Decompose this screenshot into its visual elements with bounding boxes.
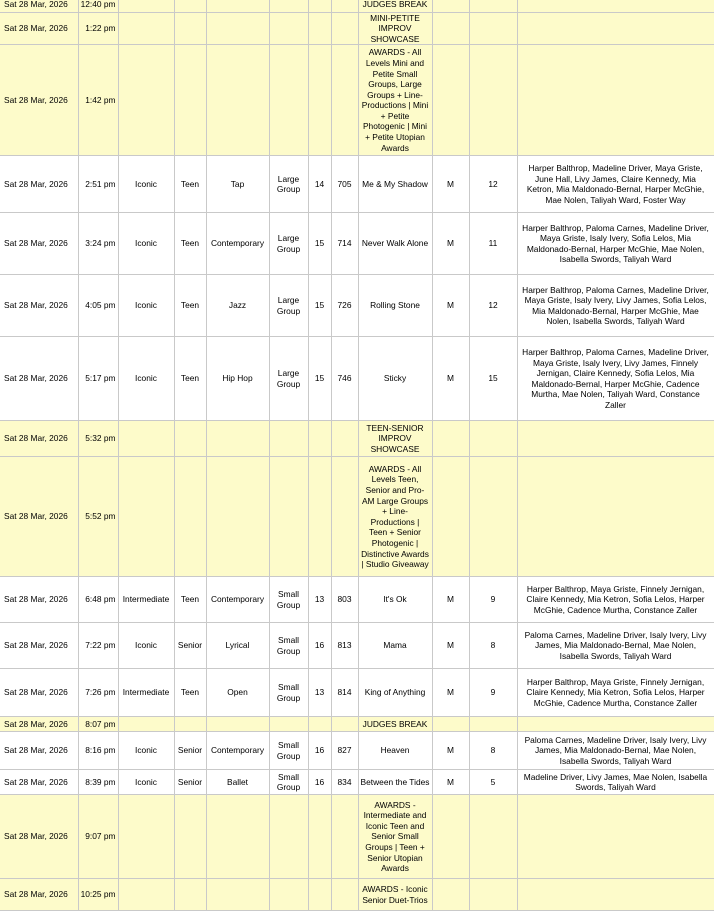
dancer-count-cell — [469, 45, 517, 156]
gender-cell: M — [432, 669, 469, 717]
age-division-cell — [174, 795, 206, 879]
level-cell: Iconic — [118, 275, 174, 337]
style-cell: Lyrical — [206, 623, 269, 669]
routine-title-cell: It's Ok — [358, 577, 432, 623]
entry-number-cell — [331, 12, 358, 45]
category-cell: Large Group — [269, 337, 308, 421]
age-division-cell: Senior — [174, 623, 206, 669]
level-cell: Iconic — [118, 337, 174, 421]
level-cell — [118, 0, 174, 12]
category-cell: Small Group — [269, 732, 308, 770]
event-row — [0, 0, 714, 12]
gender-cell — [432, 879, 469, 911]
time-cell: 8:16 pm — [78, 732, 118, 770]
style-cell — [206, 879, 269, 911]
style-cell: Tap — [206, 156, 269, 213]
category-cell: Small Group — [269, 623, 308, 669]
age-division-cell: Teen — [174, 213, 206, 275]
dancer-count-cell — [469, 717, 517, 732]
age-division-cell — [174, 717, 206, 732]
dancers-cell: Harper Balthrop, Maya Griste, Finnely Jernigan, Claire Kennedy, Mia Ketron, Sofia Lelos, Harper McGhie, Cadence Murtha, Constance Zaller — [517, 577, 714, 623]
age-cell: 13 — [308, 669, 331, 717]
level-cell: Intermediate — [118, 669, 174, 717]
date-cell: Sat 28 Mar, 2026 — [0, 717, 78, 732]
category-cell: Large Group — [269, 213, 308, 275]
style-cell: Open — [206, 669, 269, 717]
entry-number-cell: 813 — [331, 623, 358, 669]
age-cell: 15 — [308, 275, 331, 337]
age-cell — [308, 12, 331, 45]
age-division-cell: Teen — [174, 275, 206, 337]
style-cell — [206, 457, 269, 577]
routine-title-cell: Between the Tides — [358, 770, 432, 795]
entry-number-cell — [331, 45, 358, 156]
entry-number-cell — [331, 717, 358, 732]
category-cell — [269, 12, 308, 45]
event-row — [0, 795, 714, 879]
time-cell: 8:07 pm — [78, 717, 118, 732]
dancer-count-cell — [469, 12, 517, 45]
category-cell — [269, 0, 308, 12]
age-cell: 15 — [308, 213, 331, 275]
age-cell — [308, 879, 331, 911]
time-cell: 3:24 pm — [78, 213, 118, 275]
entry-number-cell: 705 — [331, 156, 358, 213]
dancer-count-cell — [469, 457, 517, 577]
age-cell: 16 — [308, 770, 331, 795]
dancers-cell: Paloma Carnes, Madeline Driver, Isaly Ivery, Livy James, Mia Maldonado-Bernal, Mae Nolen, Isabella Swords, Taliyah Ward — [517, 732, 714, 770]
dancer-count-cell — [469, 0, 517, 12]
gender-cell: M — [432, 770, 469, 795]
entry-number-cell — [331, 795, 358, 879]
date-cell: Sat 28 Mar, 2026 — [0, 12, 78, 45]
level-cell: Iconic — [118, 156, 174, 213]
age-division-cell: Teen — [174, 577, 206, 623]
dancer-count-cell: 12 — [469, 156, 517, 213]
level-cell — [118, 795, 174, 879]
style-cell: Contemporary — [206, 213, 269, 275]
entry-number-cell: 803 — [331, 577, 358, 623]
routine-title-cell: Never Walk Alone — [358, 213, 432, 275]
age-division-cell: Teen — [174, 156, 206, 213]
level-cell: Iconic — [118, 770, 174, 795]
dancers-cell — [517, 879, 714, 911]
dancers-cell: Harper Balthrop, Paloma Carnes, Madeline Driver, Maya Griste, Isaly Ivery, Livy James, Sofia Lelos, Mia Maldonado-Bernal, Harper McGhie, Mae Nolen, Isabella Swords, Taliyah Ward — [517, 275, 714, 337]
level-cell — [118, 717, 174, 732]
time-cell: 1:42 pm — [78, 45, 118, 156]
level-cell — [118, 421, 174, 457]
dancers-cell — [517, 717, 714, 732]
dancer-count-cell: 12 — [469, 275, 517, 337]
time-cell: 6:48 pm — [78, 577, 118, 623]
style-cell: Contemporary — [206, 732, 269, 770]
event-row — [0, 421, 714, 457]
category-cell: Small Group — [269, 577, 308, 623]
age-division-cell — [174, 421, 206, 457]
age-cell: 15 — [308, 337, 331, 421]
dancer-count-cell: 8 — [469, 623, 517, 669]
date-cell: Sat 28 Mar, 2026 — [0, 337, 78, 421]
dancers-cell: Harper Balthrop, Madeline Driver, Maya Griste, June Hall, Livy James, Claire Kennedy, Mia Ketron, Mia Maldonado-Bernal, Harper McGhie, Mae Nolen, Taliyah Ward, Foster Way — [517, 156, 714, 213]
age-cell — [308, 457, 331, 577]
age-cell — [308, 45, 331, 156]
time-cell: 9:07 pm — [78, 795, 118, 879]
routine-title-cell: Rolling Stone — [358, 275, 432, 337]
date-cell: Sat 28 Mar, 2026 — [0, 457, 78, 577]
age-division-cell — [174, 457, 206, 577]
dancer-count-cell: 9 — [469, 577, 517, 623]
level-cell: Intermediate — [118, 577, 174, 623]
style-cell — [206, 12, 269, 45]
style-cell: Jazz — [206, 275, 269, 337]
time-cell: 5:32 pm — [78, 421, 118, 457]
entry-number-cell — [331, 0, 358, 12]
age-division-cell — [174, 12, 206, 45]
style-cell: Hip Hop — [206, 337, 269, 421]
age-cell: 16 — [308, 623, 331, 669]
category-cell — [269, 717, 308, 732]
routine-title-cell: King of Anything — [358, 669, 432, 717]
dancers-cell — [517, 0, 714, 12]
style-cell — [206, 45, 269, 156]
dancer-count-cell: 9 — [469, 669, 517, 717]
event-row — [0, 717, 714, 732]
entry-number-cell: 827 — [331, 732, 358, 770]
gender-cell: M — [432, 156, 469, 213]
gender-cell: M — [432, 275, 469, 337]
routine-title-cell: AWARDS - Iconic Senior Duet-Trios — [358, 879, 432, 911]
date-cell: Sat 28 Mar, 2026 — [0, 623, 78, 669]
entry-number-cell: 834 — [331, 770, 358, 795]
dancer-count-cell — [469, 421, 517, 457]
gender-cell: M — [432, 623, 469, 669]
routine-title-cell: JUDGES BREAK — [358, 0, 432, 12]
routine-title-cell: AWARDS - All Levels Mini and Petite Small Groups, Large Groups + Line-Productions | Mini + Petite Photogenic | Mini + Petite Utopian Awards — [358, 45, 432, 156]
category-cell: Large Group — [269, 156, 308, 213]
dancer-count-cell: 11 — [469, 213, 517, 275]
age-cell: 13 — [308, 577, 331, 623]
level-cell: Iconic — [118, 732, 174, 770]
dancer-count-cell — [469, 879, 517, 911]
gender-cell: M — [432, 577, 469, 623]
time-cell: 5:17 pm — [78, 337, 118, 421]
event-row — [0, 45, 714, 156]
dancers-cell: Harper Balthrop, Paloma Carnes, Madeline Driver, Maya Griste, Isaly Ivery, Livy James, Finnely Jernigan, Claire Kennedy, Sofia Lelos, Mia Maldonado-Bernal, Harper McGhie, Cadence Murtha, Mae Nolen, Taliyah Ward, Constance Zaller — [517, 337, 714, 421]
age-division-cell — [174, 45, 206, 156]
age-cell: 16 — [308, 732, 331, 770]
routine-row — [0, 275, 714, 337]
routine-title-cell: AWARDS - All Levels Teen, Senior and Pro-AM Large Groups + Line-Productions | Teen + Senior Photogenic | Distinctive Awards | Studio Giveaway — [358, 457, 432, 577]
time-cell: 4:05 pm — [78, 275, 118, 337]
dancers-cell — [517, 421, 714, 457]
date-cell: Sat 28 Mar, 2026 — [0, 669, 78, 717]
dancers-cell — [517, 45, 714, 156]
routine-row — [0, 770, 714, 795]
dancer-count-cell: 15 — [469, 337, 517, 421]
age-division-cell: Teen — [174, 669, 206, 717]
dancers-cell: Harper Balthrop, Maya Griste, Finnely Jernigan, Claire Kennedy, Mia Ketron, Sofia Lelos, Harper McGhie, Cadence Murtha, Constance Zaller — [517, 669, 714, 717]
gender-cell — [432, 421, 469, 457]
style-cell — [206, 795, 269, 879]
date-cell: Sat 28 Mar, 2026 — [0, 45, 78, 156]
category-cell — [269, 879, 308, 911]
age-cell — [308, 795, 331, 879]
date-cell: Sat 28 Mar, 2026 — [0, 795, 78, 879]
time-cell: 12:40 pm — [78, 0, 118, 12]
dancers-cell — [517, 795, 714, 879]
date-cell: Sat 28 Mar, 2026 — [0, 770, 78, 795]
gender-cell — [432, 0, 469, 12]
dancer-count-cell: 8 — [469, 732, 517, 770]
dancers-cell: Madeline Driver, Livy James, Mae Nolen, Isabella Swords, Taliyah Ward — [517, 770, 714, 795]
dancer-count-cell — [469, 795, 517, 879]
age-division-cell: Senior — [174, 732, 206, 770]
level-cell: Iconic — [118, 623, 174, 669]
date-cell: Sat 28 Mar, 2026 — [0, 213, 78, 275]
entry-number-cell: 814 — [331, 669, 358, 717]
age-division-cell — [174, 0, 206, 12]
level-cell — [118, 12, 174, 45]
time-cell: 1:22 pm — [78, 12, 118, 45]
event-row — [0, 12, 714, 45]
time-cell: 7:22 pm — [78, 623, 118, 669]
age-division-cell — [174, 879, 206, 911]
routine-row — [0, 577, 714, 623]
event-row — [0, 457, 714, 577]
routine-title-cell: Mama — [358, 623, 432, 669]
category-cell — [269, 45, 308, 156]
style-cell: Contemporary — [206, 577, 269, 623]
gender-cell: M — [432, 337, 469, 421]
routine-title-cell: Sticky — [358, 337, 432, 421]
age-cell — [308, 717, 331, 732]
entry-number-cell — [331, 457, 358, 577]
dancers-cell: Paloma Carnes, Madeline Driver, Isaly Ivery, Livy James, Mia Maldonado-Bernal, Mae Nolen, Isabella Swords, Taliyah Ward — [517, 623, 714, 669]
routine-title-cell: JUDGES BREAK — [358, 717, 432, 732]
gender-cell — [432, 12, 469, 45]
age-cell: 14 — [308, 156, 331, 213]
entry-number-cell: 714 — [331, 213, 358, 275]
age-division-cell: Senior — [174, 770, 206, 795]
time-cell: 7:26 pm — [78, 669, 118, 717]
category-cell: Small Group — [269, 669, 308, 717]
time-cell: 10:25 pm — [78, 879, 118, 911]
entry-number-cell — [331, 879, 358, 911]
routine-row — [0, 732, 714, 770]
time-cell: 8:39 pm — [78, 770, 118, 795]
entry-number-cell: 746 — [331, 337, 358, 421]
category-cell: Small Group — [269, 770, 308, 795]
gender-cell: M — [432, 213, 469, 275]
category-cell — [269, 421, 308, 457]
date-cell: Sat 28 Mar, 2026 — [0, 275, 78, 337]
routine-row — [0, 623, 714, 669]
routine-title-cell: Heaven — [358, 732, 432, 770]
style-cell — [206, 421, 269, 457]
routine-title-cell: Me & My Shadow — [358, 156, 432, 213]
date-cell: Sat 28 Mar, 2026 — [0, 577, 78, 623]
routine-row — [0, 337, 714, 421]
routine-title-cell: TEEN-SENIOR IMPROV SHOWCASE — [358, 421, 432, 457]
entry-number-cell: 726 — [331, 275, 358, 337]
level-cell — [118, 457, 174, 577]
routine-row — [0, 213, 714, 275]
gender-cell — [432, 717, 469, 732]
style-cell: Ballet — [206, 770, 269, 795]
age-division-cell: Teen — [174, 337, 206, 421]
gender-cell — [432, 457, 469, 577]
date-cell: Sat 28 Mar, 2026 — [0, 0, 78, 12]
age-cell — [308, 421, 331, 457]
level-cell: Iconic — [118, 213, 174, 275]
dancers-cell: Harper Balthrop, Paloma Carnes, Madeline Driver, Maya Griste, Isaly Ivery, Sofia Lelos, Mia Maldonado-Bernal, Harper McGhie, Mae Nolen, Isabella Swords, Taliyah Ward — [517, 213, 714, 275]
time-cell: 5:52 pm — [78, 457, 118, 577]
date-cell: Sat 28 Mar, 2026 — [0, 879, 78, 911]
event-row — [0, 879, 714, 911]
gender-cell — [432, 795, 469, 879]
entry-number-cell — [331, 421, 358, 457]
routine-title-cell: MINI-PETITE IMPROV SHOWCASE — [358, 12, 432, 45]
time-cell: 2:51 pm — [78, 156, 118, 213]
category-cell: Large Group — [269, 275, 308, 337]
category-cell — [269, 795, 308, 879]
dancer-count-cell: 5 — [469, 770, 517, 795]
gender-cell: M — [432, 732, 469, 770]
routine-row — [0, 669, 714, 717]
level-cell — [118, 45, 174, 156]
routine-row — [0, 156, 714, 213]
gender-cell — [432, 45, 469, 156]
date-cell: Sat 28 Mar, 2026 — [0, 421, 78, 457]
level-cell — [118, 879, 174, 911]
category-cell — [269, 457, 308, 577]
date-cell: Sat 28 Mar, 2026 — [0, 156, 78, 213]
date-cell: Sat 28 Mar, 2026 — [0, 732, 78, 770]
routine-title-cell: AWARDS - Intermediate and Iconic Teen and Senior Small Groups | Teen + Senior Utopian Awards — [358, 795, 432, 879]
age-cell — [308, 0, 331, 12]
style-cell — [206, 0, 269, 12]
dancers-cell — [517, 12, 714, 45]
style-cell — [206, 717, 269, 732]
dancers-cell — [517, 457, 714, 577]
